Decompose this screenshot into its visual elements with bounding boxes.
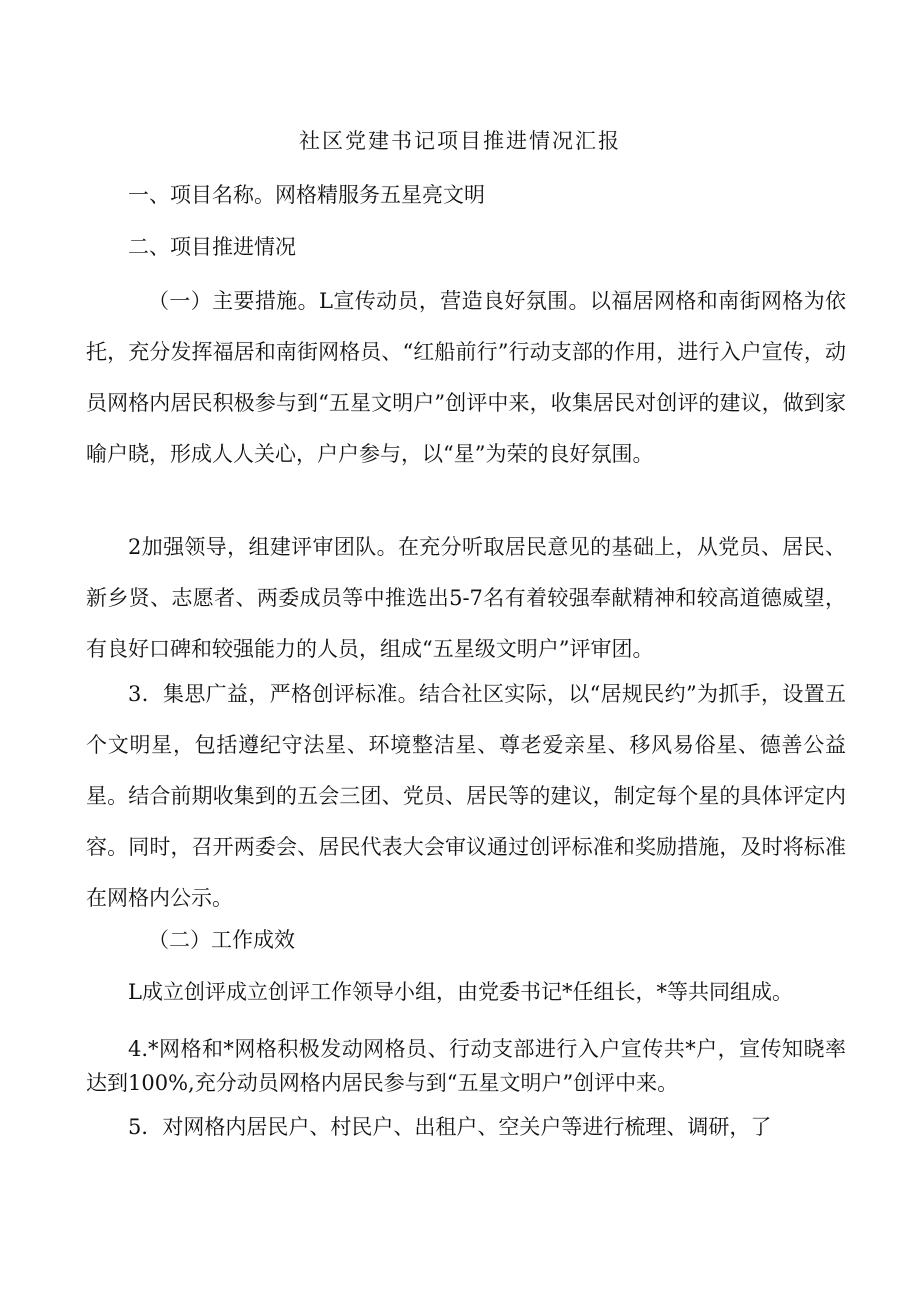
paragraph-leadership: 2加强领导，组建评审团队。在充分听取居民意见的基础上，从党员、居民、新乡贤、志愿者、两委成员等中推选出5-7名有着较强奉献精神和较高道德威望，有良好口碑和较强能力的人员，组成“五星级文明户”评审团。 (86, 535, 846, 661)
paragraph-standards: 3．集思广益，严格创评标准。结合社区实际，以“居规民约”为抓手，设置五个文明星，包括遵纪守法星、环境整洁星、尊老爱亲星、移风易俗星、德善公益星。结合前期收集到的五会三团、党员、居民等的建议，制定每个星的具体评定内容。同时，召开两委会、居民代表大会审议通过创评标准和奖励措施，及时将标准在网格内公示。 (86, 682, 846, 910)
subsection-work-results: （二）工作成效 (148, 928, 295, 952)
document-title: 社区党建书记项目推进情况汇报 (299, 129, 621, 153)
section-project-name: 一、项目名称。网格精服务五星亮文明 (128, 183, 485, 207)
paragraph-leading-group: L成立创评成立创评工作领导小组，由党委书记*任组长，*等共同组成。 (128, 980, 793, 1004)
paragraph-main-measures: （一）主要措施。L宣传动员，营造良好氛围。以福居网格和南街网格为依托，充分发挥福居和南街网格员、“红船前行”行动支部的作用，进行入户宣传，动员网格内居民积极参与到“五星文明户”创评中来，收集居民对创评的建议，做到家喻户晓，形成人人关心，户户参与，以“星”为荣的良好氛围。 (86, 289, 846, 466)
section-project-progress: 二、项目推进情况 (128, 235, 296, 259)
paragraph-survey: 5．对网格内居民户、村民户、出租户、空关户等进行梳理、调研，了 (128, 1115, 772, 1139)
paragraph-publicity: 4.*网格和*网格积极发动网格员、行动支部进行入户宣传共*户，宣传知晓率达到100%,充分动员网格内居民参与到“五星文明户”创评中来。 (86, 1037, 846, 1095)
